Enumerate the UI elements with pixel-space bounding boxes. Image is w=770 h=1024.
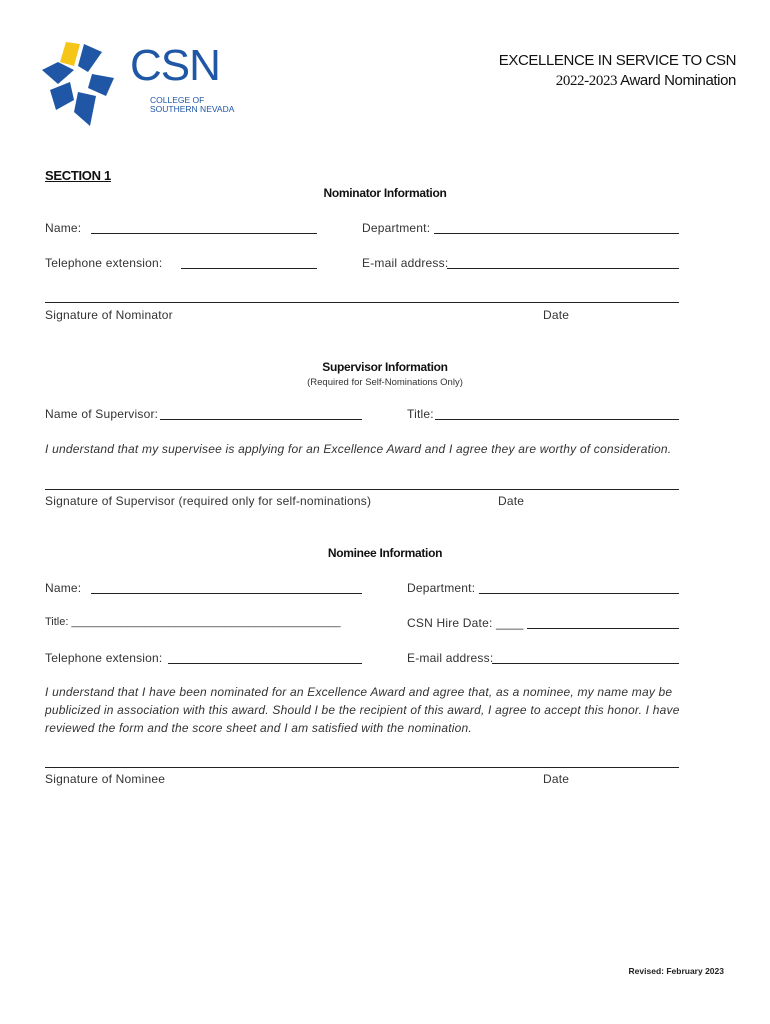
nominator-name-field[interactable] bbox=[91, 233, 317, 234]
nominator-heading: Nominator Information bbox=[323, 186, 447, 200]
award-year: 2022-2023 bbox=[555, 73, 618, 89]
nominee-statement-line3: reviewed the form and the score sheet and I am satisfied with the nomination. bbox=[45, 721, 472, 735]
nominator-department-label: Department: bbox=[362, 221, 431, 235]
form-title: EXCELLENCE IN SERVICE TO CSN bbox=[498, 52, 736, 69]
nominator-email-field[interactable] bbox=[447, 268, 679, 269]
nominee-telephone-label: Telephone extension: bbox=[45, 651, 163, 665]
nominator-date-label: Date bbox=[543, 308, 570, 322]
supervisor-note: (Required for Self-Nominations Only) bbox=[307, 377, 463, 388]
logo-college-line2: SOUTHERN NEVADA bbox=[150, 104, 235, 114]
logo-college-text bbox=[150, 96, 234, 114]
nominator-name-label: Name: bbox=[45, 221, 82, 235]
nominee-hire-date-label: CSN Hire Date: ____ bbox=[407, 616, 524, 630]
nominee-heading: Nominee Information bbox=[327, 546, 443, 560]
section-title: SECTION 1 bbox=[45, 168, 111, 183]
nominee-title-label[interactable]: Title: ____________________________________________ bbox=[45, 616, 341, 628]
nominator-signature-field[interactable] bbox=[45, 302, 679, 303]
form-subtitle bbox=[556, 72, 736, 90]
nominator-telephone-field[interactable] bbox=[181, 268, 317, 269]
nominee-name-label: Name: bbox=[45, 581, 82, 595]
supervisor-heading: Supervisor Information bbox=[322, 360, 448, 374]
nominee-email-field[interactable] bbox=[492, 663, 679, 664]
supervisor-title-label: Title: bbox=[407, 407, 434, 421]
supervisor-signature-field[interactable] bbox=[45, 489, 679, 490]
nominator-email-label: E-mail address: bbox=[362, 256, 449, 270]
nominee-signature-field[interactable] bbox=[45, 767, 679, 768]
supervisor-date-label: Date bbox=[498, 494, 525, 508]
nominee-department-label: Department: bbox=[407, 581, 476, 595]
nominee-hire-date-field[interactable] bbox=[527, 628, 679, 629]
nominee-department-field[interactable] bbox=[479, 593, 679, 594]
nominee-signature-label: Signature of Nominee bbox=[45, 772, 166, 786]
revised-date: Revised: February 2023 bbox=[628, 966, 724, 976]
nominee-date-label: Date bbox=[543, 772, 570, 786]
supervisor-name-field[interactable] bbox=[160, 419, 362, 420]
nominator-signature-label: Signature of Nominator bbox=[45, 308, 173, 322]
nominator-telephone-label: Telephone extension: bbox=[45, 256, 163, 270]
nominee-name-field[interactable] bbox=[91, 593, 362, 594]
nominee-statement-line2: publicized in association with this award. Should I be the recipient of this award, I agree to accept this honor. I have bbox=[45, 703, 680, 717]
nominee-telephone-field[interactable] bbox=[168, 663, 362, 664]
logo-csn-text: CSN bbox=[130, 41, 220, 90]
logo-college-line1: COLLEGE OF bbox=[150, 95, 205, 105]
supervisor-statement: I understand that my supervisee is applying for an Excellence Award and I agree they are worthy of consideration. bbox=[45, 442, 672, 456]
supervisor-name-label: Name of Supervisor: bbox=[45, 407, 159, 421]
nominee-statement-line1: I understand that I have been nominated for an Excellence Award and agree that, as a nominee, my name may be bbox=[45, 685, 673, 699]
nominee-statement bbox=[45, 683, 745, 737]
supervisor-title-field[interactable] bbox=[435, 419, 679, 420]
award-nomination-text: Award Nomination bbox=[620, 72, 736, 89]
nominator-department-field[interactable] bbox=[434, 233, 679, 234]
nominee-email-label: E-mail address: bbox=[407, 651, 494, 665]
supervisor-signature-label: Signature of Supervisor (required only for self-nominations) bbox=[45, 494, 372, 508]
